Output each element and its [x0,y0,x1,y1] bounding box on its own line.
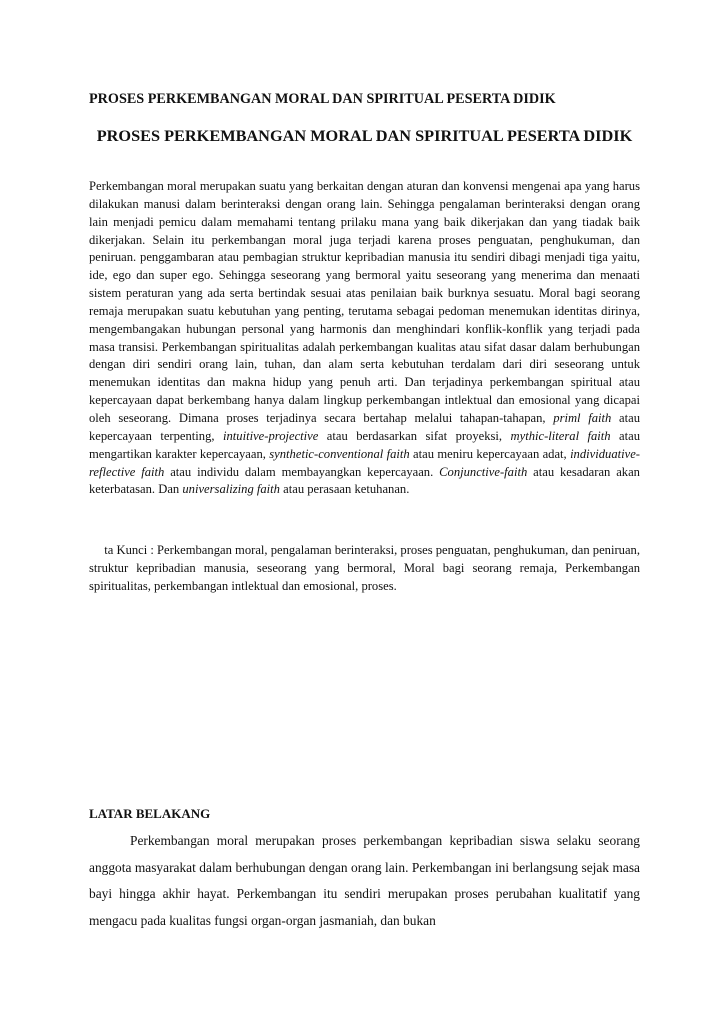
abstract-text: atau individu dalam membayangkan kepercayaan. [170,464,434,479]
abstract-text: atau berdasarkan sifat proyeksi, [326,428,503,443]
abstract-term: intuitive-projective [223,428,319,443]
page-header-title: PROSES PERKEMBANGAN MORAL DAN SPIRITUAL PESERTA DIDIK [89,91,556,107]
abstract-text: atau meniru kepercayaan adat, [413,446,567,461]
abstract-term: individuative- reflective faith [89,446,641,479]
abstract-text: atau perasaan ketuhanan. [283,482,410,497]
abstract-term: universalizing faith [182,482,280,497]
abstract-text: atau kepercayaan terpenting, [89,410,640,443]
abstract-text: atau kesadaran akan keterbatasan. Dan [89,464,640,497]
keywords-first-line: ta Kunci : Perkembangan moral, pengalaman berinteraksi, proses penguatan, penghukuman, dan peniruan, [104,543,640,557]
section-heading: LATAR BELAKANG [89,806,211,821]
abstract-paragraph [89,178,640,499]
abstract-term: priml faith [553,410,612,425]
abstract-term: Conjunctive-faith [439,464,528,479]
section-paragraph: Perkembangan moral merupakan proses perkembangan kepribadian siswa selaku seorang anggota masyarakat dalam berhubungan dengan orang lain. Perkembangan ini berlangsung sejak masa bayi hingga akhir hayat. Perkembangan itu sendiri merupakan proses perubahan kualitatif yang mengacu pada kualitas fungsi organ-organ jasmaniah, dan bukan [89,833,640,928]
document-title: PROSES PERKEMBANGAN MORAL DAN SPIRITUAL PESERTA DIDIK [96,126,633,145]
abstract-text: atau mengartikan karakter kepercayaan, [89,428,641,461]
abstract-term: synthetic-conventional faith [269,446,410,461]
abstract-term: mythic-literal faith [510,428,611,443]
keywords-continuation: struktur kepribadian manusia, seseorang yang bermoral, Moral bagi seorang remaja, Perkembangan spiritualitas, perkembangan intlektual dan emosional, proses. [89,560,640,593]
keywords-block [0,542,640,596]
abstract-text: Perkembangan moral merupakan suatu yang berkaitan dengan aturan dan konvensi mengenai apa yang harus dilakukan manusi dalam berinteraksi dengan orang lain. Sehingga pengalaman berinteraksi dengan orang lain menjadi pemicu dalam memahami tentang prilaku mana yang baik dikerjakan dan yang tiadak baik dikerjakan. Selain itu perkembangan moral juga terjadi karena proses penguatan, penghukuman, dan peniruan. penggambaran atau pembagian struktur kepribadian manusia itu sendiri dibagi menjadi tiga yaitu, ide, ego dan super ego. Sehingga seseorang yang bermoral yaitu seseorang yang menerima dan menaati sistem peraturan yang ada serta bertindak sesuai atas penilaian baik burknya sesuatu. Moral bagi seorang remaja merupakan suatu kebutuhan yang penting, terutama sebagai pedoman menemukan identitas dirinya, mengembangakan hubungan personal yang harmonis dan menghindari konflik-konflik yang terjadi pada masa transisi. Perkembangan spiritualitas adalah perkembangan kualitas atau sifat dasar dalam berhubungan dengan diri sendiri orang lain, tuhan, dan alam serta kebutuhan terdalam dari diri seseorang untuk menemukan identitas dan makna hidup yang penuh arti. Dan terjadinya perkembangan spiritual atau kepercayaan dapat berkembang hanya dalam lingkup perkembangan intlektual dan emosional yang dicapai oleh seseorang. Dimana proses terjadinya secara bertahap melalui tahapan-tahapan, [89,179,640,425]
